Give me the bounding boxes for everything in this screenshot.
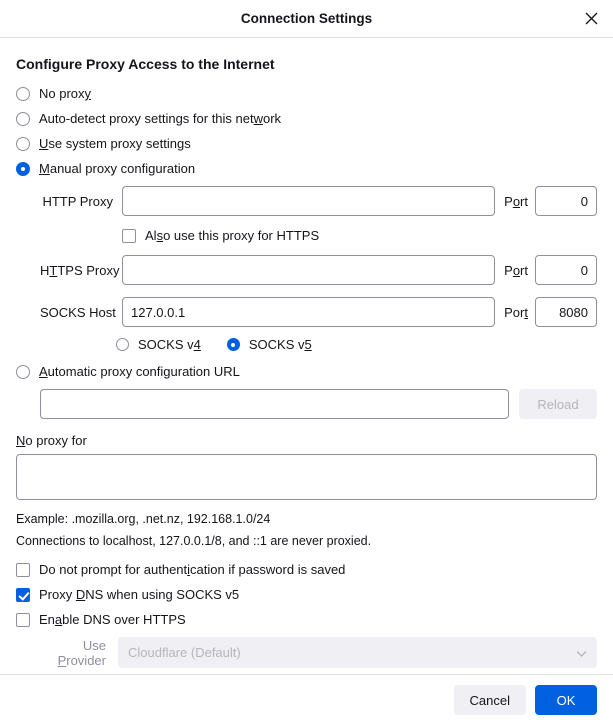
no-proxy-for-label: No proxy for	[16, 433, 87, 448]
radio-auto-detect-proxy[interactable]	[16, 111, 597, 126]
radio-socks-v5[interactable]	[227, 337, 312, 352]
localhost-note-text: Connections to localhost, 127.0.0.1/8, and ::1 are never proxied.	[16, 534, 372, 548]
https-port-label: Port	[504, 262, 528, 278]
doh-provider-label: Use Provider	[57, 637, 106, 668]
radio-socks-v5-label: SOCKS v5	[248, 337, 312, 352]
http-proxy-input[interactable]	[122, 186, 495, 216]
radio-no-proxy-label: No proxy	[39, 86, 92, 101]
socks-host-input[interactable]	[122, 297, 495, 327]
radio-system-proxy-label: Use system proxy settings	[39, 136, 191, 151]
dialog-content	[0, 38, 613, 674]
chevron-down-icon	[576, 645, 587, 660]
http-proxy-row	[16, 186, 597, 216]
checkbox-also-use-for-https[interactable]	[16, 228, 597, 243]
checkbox-enable-doh-label: Enable DNS over HTTPS	[39, 612, 186, 627]
radio-automatic-pac-url-label: Automatic proxy configuration URL	[39, 364, 240, 379]
radio-indicator	[16, 87, 30, 101]
checkbox-indicator	[16, 613, 30, 627]
doh-provider-row	[16, 637, 597, 668]
https-port-input[interactable]	[535, 255, 597, 285]
close-icon[interactable]	[577, 5, 605, 33]
reload-button[interactable]: Reload	[519, 389, 597, 419]
socks-port-input[interactable]	[535, 297, 597, 327]
http-port-label: Port	[504, 193, 528, 209]
dialog-title: Connection Settings	[240, 11, 373, 26]
checkbox-proxy-dns-socks5[interactable]	[16, 587, 597, 602]
socks-version-group	[16, 337, 597, 352]
checkbox-no-auth-prompt-label: Do not prompt for authentication if password is saved	[39, 562, 346, 577]
doh-provider-select[interactable]	[118, 637, 597, 668]
http-proxy-label: HTTP Proxy	[42, 193, 113, 209]
pac-url-input[interactable]	[40, 389, 509, 419]
https-proxy-row	[16, 255, 597, 285]
http-port-input[interactable]	[535, 186, 597, 216]
section-heading: Configure Proxy Access to the Internet	[16, 56, 275, 72]
checkbox-indicator	[122, 229, 136, 243]
radio-indicator	[227, 338, 240, 351]
radio-system-proxy[interactable]	[16, 136, 597, 151]
radio-no-proxy[interactable]	[16, 86, 597, 101]
radio-automatic-pac-url[interactable]	[16, 364, 597, 379]
radio-socks-v4[interactable]	[116, 337, 201, 352]
radio-manual-proxy-label: Manual proxy configuration	[39, 161, 196, 176]
checkbox-indicator	[16, 563, 30, 577]
radio-auto-detect-proxy-label: Auto-detect proxy settings for this network	[39, 111, 282, 126]
radio-indicator	[116, 338, 129, 351]
radio-manual-proxy[interactable]	[16, 161, 597, 176]
dialog-footer	[0, 674, 613, 725]
radio-indicator	[16, 112, 30, 126]
ok-button[interactable]: OK	[535, 685, 597, 715]
radio-indicator	[16, 137, 30, 151]
radio-indicator	[16, 365, 30, 379]
checkbox-enable-doh[interactable]	[16, 612, 597, 627]
socks-host-label: SOCKS Host	[40, 304, 116, 320]
https-proxy-label: HTTPS Proxy	[40, 262, 120, 278]
checkbox-also-use-for-https-label: Also use this proxy for HTTPS	[145, 228, 320, 243]
checkbox-no-auth-prompt[interactable]	[16, 562, 597, 577]
doh-provider-selected-value: Cloudflare (Default)	[128, 645, 241, 660]
socks-port-label: Port	[504, 304, 528, 320]
dialog-titlebar	[0, 0, 613, 38]
no-proxy-for-textarea[interactable]	[16, 454, 597, 500]
no-proxy-example-text: Example: .mozilla.org, .net.nz, 192.168.1.0/24	[16, 512, 271, 526]
cancel-button[interactable]: Cancel	[454, 685, 526, 715]
pac-url-row	[16, 389, 597, 419]
checkbox-proxy-dns-socks5-label: Proxy DNS when using SOCKS v5	[39, 587, 240, 602]
checkbox-indicator	[16, 588, 30, 602]
radio-indicator	[16, 162, 30, 176]
socks-host-row	[16, 297, 597, 327]
https-proxy-input[interactable]	[122, 255, 495, 285]
radio-socks-v4-label: SOCKS v4	[138, 337, 201, 352]
